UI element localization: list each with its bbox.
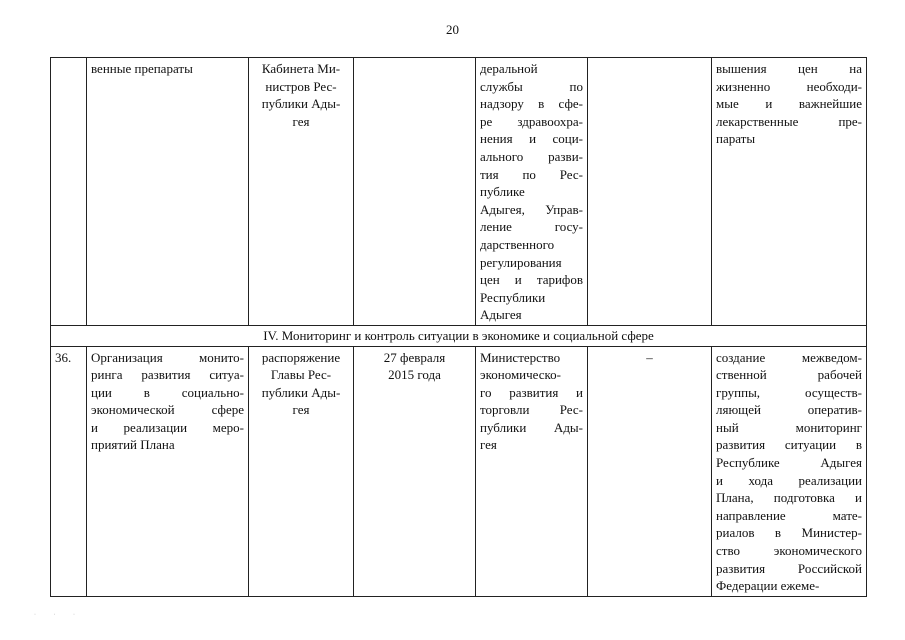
cell-line: публике [480,184,525,200]
cell-line: 2015 года [388,367,441,383]
cell-line: Республике Адыгея [716,455,862,471]
cell-line: го развития и [480,384,583,400]
cell-line: Адыгея [480,307,522,323]
cell-line: мые и важнейшие [716,96,862,112]
cell-line: публики Ады- [261,384,341,400]
cell-line: ринга развития ситуа- [91,367,244,383]
measures-table [50,57,867,597]
cell-line: вышения цен на [716,61,862,76]
cell-basis [249,346,354,596]
cell-line: и реализации меро- [91,419,244,435]
cell-cost: – [588,346,712,596]
cell-line: регулирования [480,254,562,270]
cell-line: 27 февраля [383,349,446,365]
cell-line: ный мониторинг [716,419,862,435]
cell-measure-name [87,346,249,596]
cell-line: гея [480,437,497,453]
scan-marks: · · · [34,612,83,618]
cell-line: ре здравоохра- [480,113,583,129]
cell-line: публики Ады- [261,96,341,112]
cell-executor [476,346,588,596]
cell-result [712,58,867,326]
cell-line: цен и тарифов [480,272,583,288]
cell-line: Адыгея, Управ- [480,201,583,217]
cell-number [51,58,87,326]
cell-line: риалов в Министер- [716,525,862,541]
cell-line: ление госу- [480,219,583,235]
cell-line: экономическо- [480,367,562,383]
page-number: 20 [446,22,459,37]
cell-line: Федерации ежеме- [716,578,820,594]
cell-line: Кабинета Ми- [261,61,341,76]
cell-line: Главы Рес- [270,367,332,383]
cell-line: ального разви- [480,148,583,164]
cell-line: лекарственные пре- [716,113,862,129]
cell-line: торговли Рес- [480,402,583,418]
cell-line: жизненно необходи- [716,78,862,94]
table-row-continuation [51,58,867,326]
cell-line: группы, осуществ- [716,384,862,400]
cell-line: ство экономического [716,543,862,559]
cell-line: дарственного [480,236,555,252]
cell-line: службы по [480,78,583,94]
section-heading-row [51,325,867,346]
cell-measure-name: венные препараты [87,58,249,326]
cell-line: параты [716,131,756,147]
cell-line: Плана, подготовка и [716,490,862,506]
cell-line: распоряжение [261,349,341,365]
cell-line: приятий Плана [91,437,175,453]
cell-line: ции в социально- [91,384,244,400]
cell-line: гея [292,402,310,418]
cell-line: и хода реализации [716,472,862,488]
cell-line: нистров Рес- [265,78,337,94]
cell-date [354,346,476,596]
table-row-36 [51,346,867,596]
cell-cost [588,58,712,326]
cell-line: деральной [480,61,538,76]
cell-executor [476,58,588,326]
cell-line: надзору в сфе- [480,96,583,112]
cell-basis [249,58,354,326]
cell-number: 36. [51,346,87,596]
cell-line: Организация монито- [91,349,244,365]
section-heading: IV. Мониторинг и контроль ситуации в экономике и социальной сфере [51,325,867,346]
cell-line: создание межведом- [716,349,862,365]
cell-line: гея [292,113,310,129]
cell-line: ственной рабочей [716,367,862,383]
cell-line: нения и соци- [480,131,583,147]
cell-line: развития ситуации в [716,437,862,453]
cell-result [712,346,867,596]
cell-date [354,58,476,326]
cell-line: тия по Рес- [480,166,583,182]
cell-line: направление мате- [716,507,862,523]
cell-line: развития Российской [716,560,862,576]
cell-line: ляющей оператив- [716,402,862,418]
cell-line: Министерство [480,349,561,365]
cell-line: публики Ады- [480,419,583,435]
cell-line: Республики [480,289,546,305]
cell-line: экономической сфере [91,402,244,418]
